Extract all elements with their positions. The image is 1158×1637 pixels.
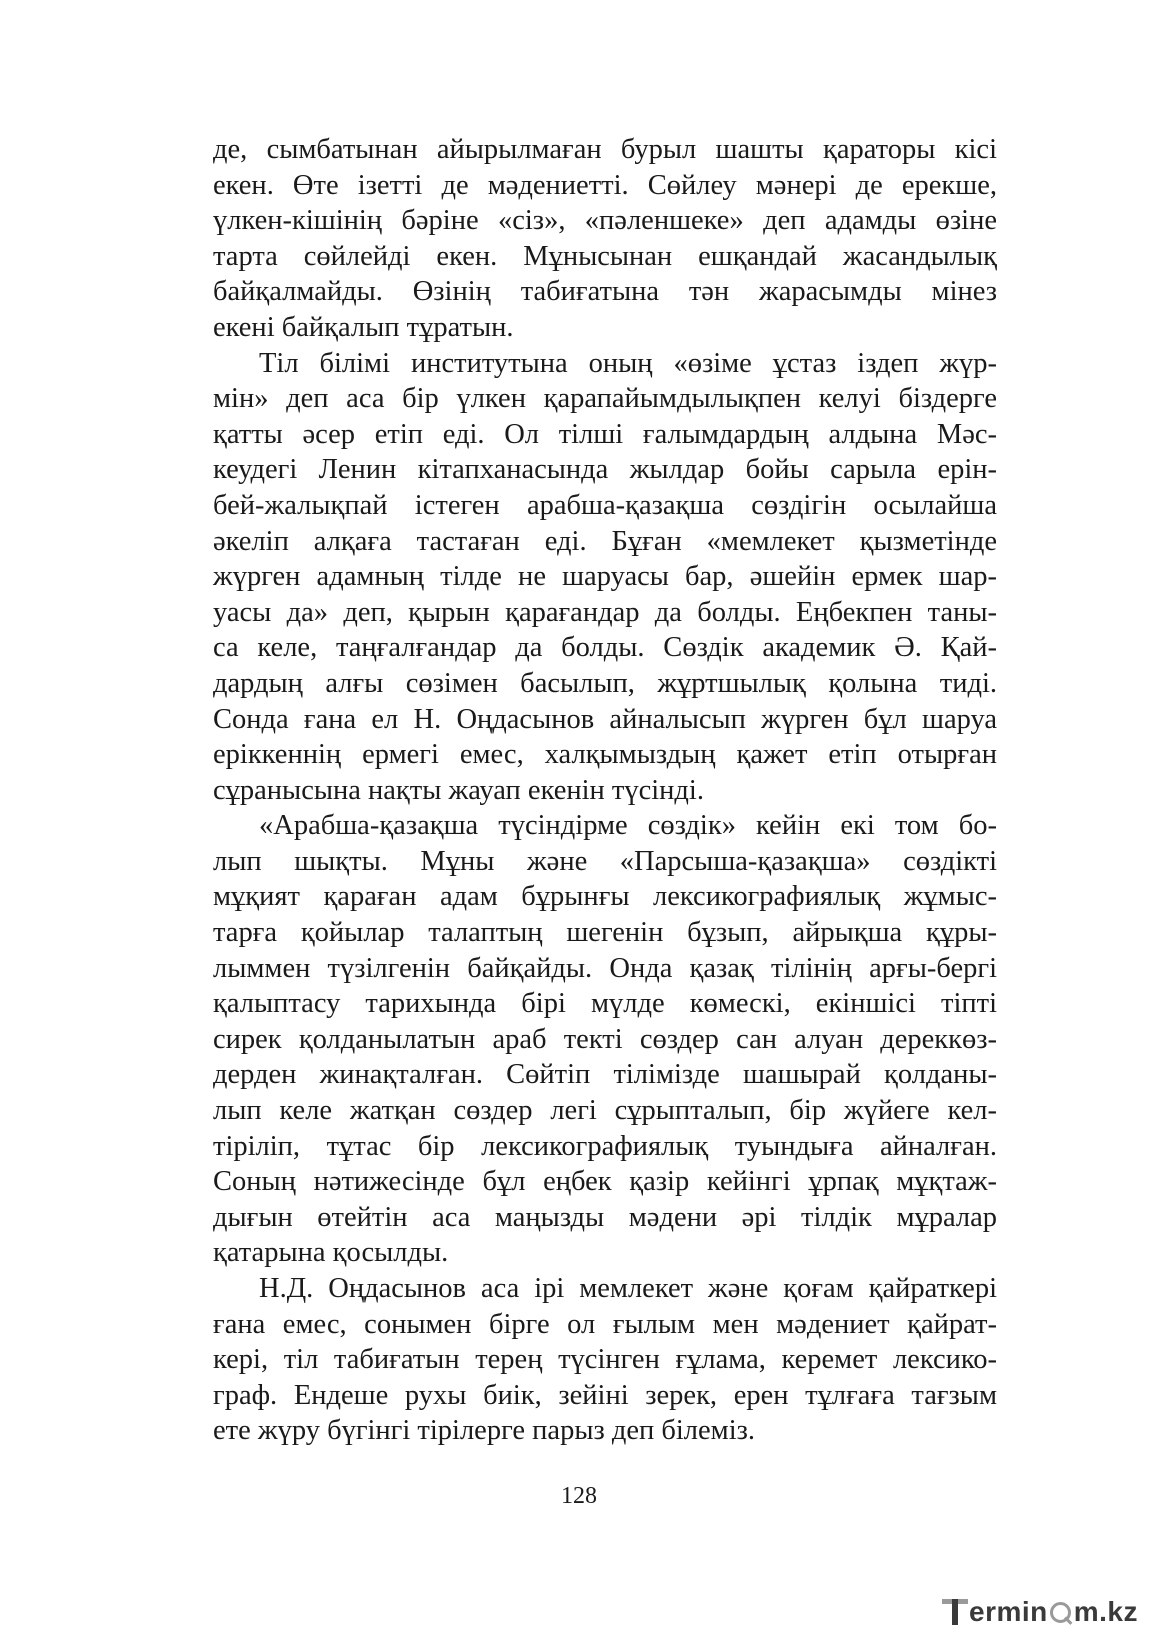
text-line: ете жүру бүгінгі тірілерге парыз деп білеміз. [213,1415,756,1447]
text-line: граф. Ендеше рухы биік, зейіні зерек, ерен тұлғаға тағзым [213,1379,997,1411]
text-line: Н.Д. Оңдасынов аса ірі мемлекет және қоғам қайраткері [259,1273,997,1304]
text-line: дерден жинақталған. Сөйтіп тілімізде шашырай қолданы- [213,1059,997,1091]
text-line: қатарына қосылды. [213,1237,449,1269]
text-line: еріккеннің ермегі емес, халқымыздың қажет етіп отырған [213,739,997,771]
paragraph [213,808,997,1271]
text-line: «Арабша-қазақша түсіндірме сөздік» кейін екі том бо- [259,810,997,842]
text-line: бей-жалықпай істеген арабша-қазақша сөздігін осылайша [213,489,997,521]
text-line: уасы да» деп, қырын қарағандар да болды. Еңбекпен таны- [213,596,997,628]
text-line: үлкен-кішінің бәріне «сіз», «пәленшеке» деп адамды өзіне [213,205,997,237]
text-line: сұранысына нақты жауап екенін түсінді. [213,774,704,806]
text-line: лып келе жатқан сөздер легі сұрыпталып, бір жүйеге кел- [213,1095,997,1127]
site-watermark [942,1592,1138,1632]
letter-t-logo-icon [942,1597,968,1627]
text-line: Тіл білімі институтына оның «өзіме ұстаз іздеп жүр- [259,347,997,379]
text-line: екен. Өте ізетті де мәдениетті. Сөйлеу мәнері де ерекше, [213,169,997,201]
text-line: екені байқалып тұратын. [213,311,514,343]
text-line: дардың алғы сөзімен басылып, жұртшылық қолына тиді. [213,667,997,699]
text-line: лыммен түзілгенін байқайды. Онда қазақ тілінің арғы-бергі [213,952,997,984]
text-line: мұқият қараған адам бұрынғы лексикографиялық жұмыс- [213,881,997,913]
text-line: мін» деп аса бір үлкен қарапайымдылықпен келуі біздерге [213,383,997,415]
watermark-text-end: m.kz [1073,1596,1138,1627]
text-line: са келе, таңғалғандар да болды. Сөздік академик Ә. Қай- [213,632,997,664]
page-number: 128 [561,1483,597,1509]
text-line: дығын өтейтін аса маңызды мәдени әрі тілдік мұралар [213,1201,997,1233]
text-line: лып шықты. Мұны және «Парсыша-қазақша» сөздікті [213,845,997,877]
text-line: әкеліп алқаға тастаған еді. Бұған «мемлекет қызметінде [213,525,997,557]
magnifier-o-icon [1049,1600,1073,1624]
paragraph [213,346,997,809]
watermark-text-start: ermin [969,1596,1048,1627]
text-line: Соның нәтижесінде бұл еңбек қазір кейінгі ұрпақ мұқтаж- [213,1166,997,1198]
text-line: ғана емес, сонымен бірге ол ғылым мен мәдениет қайрат- [213,1308,997,1340]
text-line: тарта сөйлейді екен. Мұнысынан ешқандай жасандылық [213,240,997,272]
text-line: кері, тіл табиғатын терең түсінген ғұлама, керемет лексико- [213,1344,997,1376]
text-line: кеудегі Ленин кітапханасында жылдар бойы сарыла ерін- [213,454,997,486]
text-line: қатты әсер етіп еді. Ол тілші ғалымдардың алдына Мәс- [213,418,997,450]
text-line: байқалмайды. Өзінің табиғатына тән жарасымды мінез [213,276,997,308]
text-line: Сонда ғана ел Н. Оңдасынов айналысып жүрген бұл шаруа [213,703,997,735]
text-line: жүрген адамның тілде не шаруасы бар, әшейін ермек шар- [213,561,997,593]
paragraph [213,132,997,346]
paragraph [213,1271,997,1449]
text-line: де, сымбатынан айырылмаған бурыл шашты қараторы кісі [213,134,997,165]
body-text [213,132,997,1449]
text-line: сирек қолданылатын араб текті сөздер сан алуан дереккөз- [213,1023,997,1055]
text-line: тіріліп, тұтас бір лексикографиялық туындыға айналған. [213,1130,997,1162]
text-line: қалыптасу тарихында бірі мүлде көмескі, екіншісі тіпті [213,988,997,1020]
text-line: тарға қойылар талаптың шегенін бұзып, айрықша құры- [213,917,997,949]
